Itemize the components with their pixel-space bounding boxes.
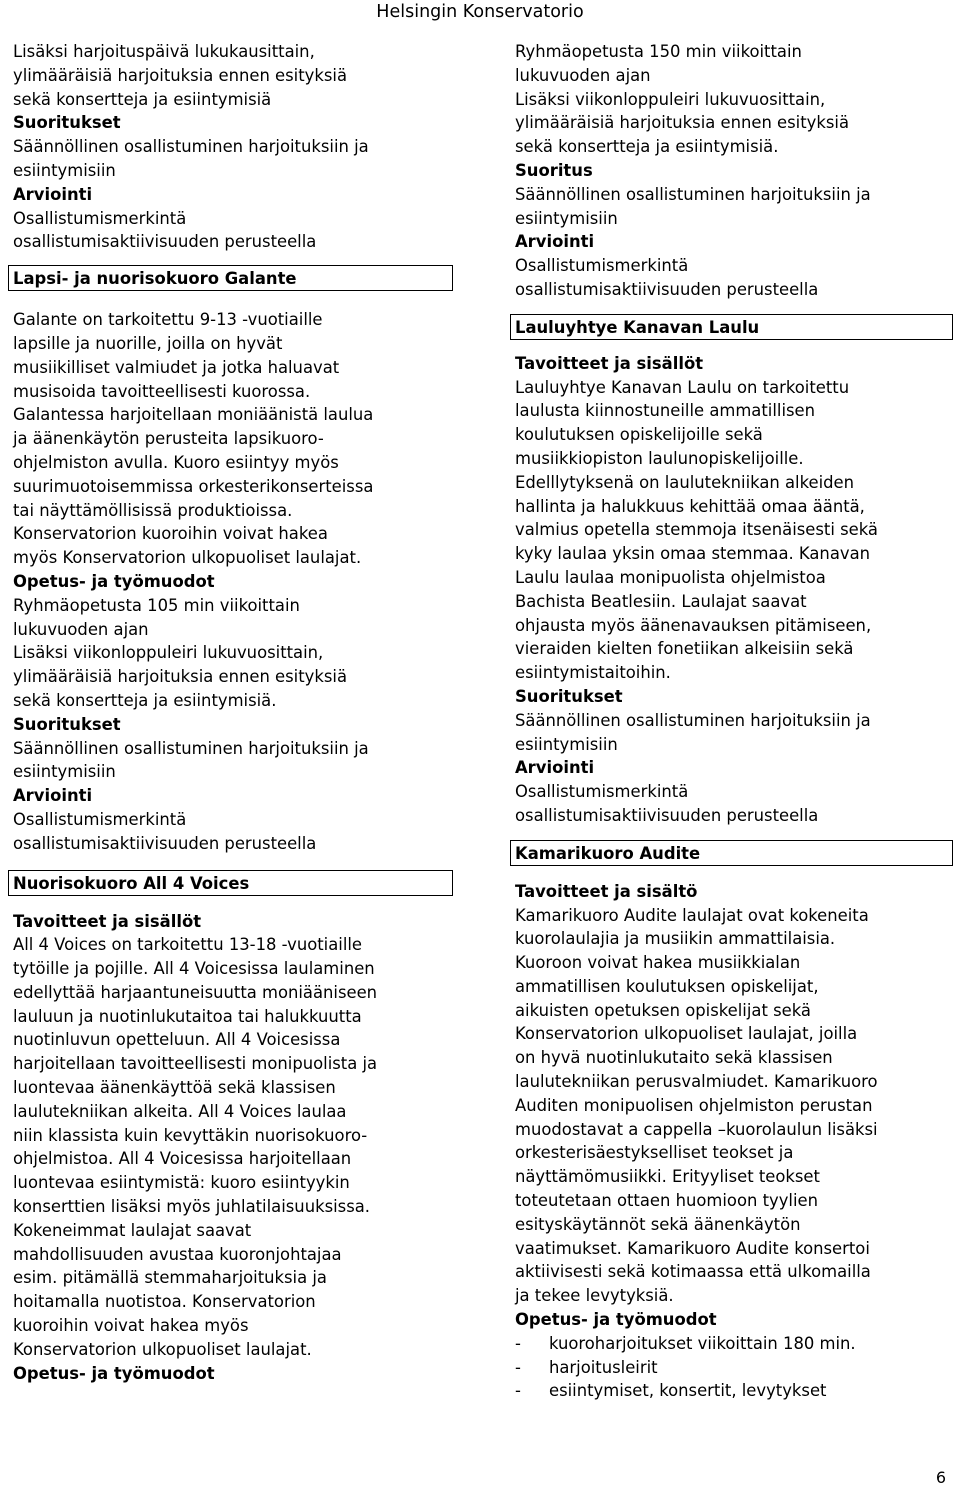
text-line: Kokeneimmat laulajat saavat	[13, 1220, 252, 1240]
text-line: esiintymisiin	[13, 160, 116, 180]
text-line: All 4 Voices on tarkoitettu 13-18 -vuotiaille	[13, 935, 363, 955]
text-line: muodostavat a cappella –kuorolaulun lisäksi	[515, 1119, 878, 1139]
text-line: Galante on tarkoitettu 9-13 -vuotiaille	[13, 310, 323, 330]
kanava-title-box: Lauluyhtye Kanavan Laulu	[510, 314, 953, 340]
audite-title-box: Kamarikuoro Audite	[510, 840, 953, 866]
audite-opetus-list	[515, 1332, 960, 1403]
text-line: Edelllytyksenä on laulutekniikan alkeiden	[515, 472, 855, 492]
text-line: valmius opetella stemmoja itsenäisesti sekä	[515, 520, 878, 540]
text-line: sekä konsertteja ja esiintymisiä	[13, 89, 272, 109]
text-line: vaatimukset. Kamarikuoro Audite konsertoi	[515, 1238, 870, 1258]
text-line: lapsille ja nuorille, joilla on hyvät	[13, 333, 283, 353]
list-marker: -	[515, 1357, 521, 1377]
voices-description	[13, 933, 458, 1361]
text-line: koulutuksen opiskelijoille sekä	[515, 425, 763, 445]
section-heading: Tavoitteet ja sisältö	[515, 881, 698, 901]
text-line: musisoida tavoitteellisesti kuorossa.	[13, 381, 311, 401]
text-line: esiintymisiin	[515, 734, 618, 754]
list-item	[515, 1379, 960, 1403]
text-line: Osallistumismerkintä	[13, 809, 187, 829]
text-line: esiintymisiin	[515, 208, 618, 228]
text-line: Auditen monipuolisen ohjelmiston perustan	[515, 1095, 873, 1115]
text-line: kyky laulaa yksin omaa stemmaa. Kanavan	[515, 544, 870, 564]
text-line: ja tekee levytyksiä.	[515, 1286, 674, 1306]
text-line: toteutetaan ottaen huomioon tyylien	[515, 1191, 818, 1211]
list-marker: -	[515, 1333, 521, 1353]
text-line: musiikilliset valmiudet ja jotka haluavat	[13, 357, 340, 377]
text-line: osallistumisaktiivisuuden perusteella	[515, 805, 819, 825]
text-line: tai näyttämöllisissä produktioissa.	[13, 500, 293, 520]
left-column	[13, 40, 458, 1385]
text-line: luontevaa äänenkäyttöä sekä klassisen	[13, 1078, 336, 1098]
text-line: Kamarikuoro Audite laulajat ovat kokeneita	[515, 905, 869, 925]
text-line: Lisäksi harjoituspäivä lukukausittain,	[13, 42, 315, 61]
galante-description	[13, 308, 458, 570]
text-line: musiikkiopiston laulunopiskelijoille.	[515, 448, 804, 468]
text-line: nuotinluvun opetteluun. All 4 Voicesissa	[13, 1030, 341, 1050]
text-line: Konservatorion kuoroihin voivat hakea	[13, 524, 328, 544]
text-line: mahdollisuuden avustaa kuoronjohtajaa	[13, 1244, 342, 1264]
section-heading: Opetus- ja työmuodot	[13, 571, 215, 591]
text-line: konserttien lisäksi myös juhlatilaisuuksissa.	[13, 1197, 371, 1217]
text-line: Lisäksi viikonloppuleiri lukuvuosittain,	[13, 643, 324, 663]
text-line: laulutekniikan perusvalmiudet. Kamarikuoro	[515, 1072, 878, 1092]
right-column	[515, 40, 960, 1403]
section-heading: Tavoitteet ja sisällöt	[515, 353, 704, 373]
kanava-description	[515, 376, 960, 685]
section-heading: Suoritukset	[13, 714, 121, 734]
text-line: Ryhmäopetusta 150 min viikoittain	[515, 42, 802, 61]
text-line: Lauluyhtye Kanavan Laulu on tarkoitettu	[515, 377, 850, 397]
text-line: harjoitellaan tavoitteellisesti monipuolista ja	[13, 1054, 378, 1074]
text-line: laulutekniikan alkeita. All 4 Voices laulaa	[13, 1101, 347, 1121]
list-marker: -	[515, 1381, 521, 1401]
text-line: lauluun ja nuotinlukutaitoa tai halukkuutta	[13, 1006, 362, 1026]
text-line: Osallistumismerkintä	[515, 782, 689, 802]
text-line: Säännöllinen osallistuminen harjoituksiin ja	[515, 184, 871, 204]
text-line: myös Konservatorion ulkopuoliset laulajat.	[13, 548, 362, 568]
text-line: aikuisten opetuksen opiskelijat sekä	[515, 1000, 811, 1020]
text-line: lukuvuoden ajan	[515, 65, 651, 85]
text-line: hoitamalla nuotistoa. Konservatorion	[13, 1292, 316, 1312]
list-item-text: harjoitusleirit	[549, 1357, 658, 1377]
text-line: ohjausta myös äänenavauksen pitämiseen,	[515, 615, 872, 635]
text-line: ylimääräisiä harjoituksia ennen esityksiä	[13, 65, 347, 85]
text-line: Galantessa harjoitellaan moniäänistä laulua	[13, 405, 374, 425]
text-line: on hyvä nuotinlukutaito sekä klassisen	[515, 1048, 833, 1068]
voices-title-box: Nuorisokuoro All 4 Voices	[8, 870, 453, 896]
section-heading: Arviointi	[515, 758, 595, 778]
galante-title-box: Lapsi- ja nuorisokuoro Galante	[8, 265, 453, 291]
section-heading: Opetus- ja työmuodot	[13, 1363, 215, 1383]
text-line: Konservatorion ulkopuoliset laulajat.	[13, 1339, 312, 1359]
text-line: ylimääräisiä harjoituksia ennen esityksiä	[515, 113, 849, 133]
text-line: ammatillisen koulutuksen opiskelijat,	[515, 976, 819, 996]
text-line: Kuoroon voivat hakea musiikkialan	[515, 953, 801, 973]
text-line: aktiivisesti sekä kotimaassa että ulkomailla	[515, 1262, 871, 1282]
text-line: ohjelmiston avulla. Kuoro esiintyy myös	[13, 452, 339, 472]
text-line: luontevaa esiintymistä: kuoro esiintyykin	[13, 1173, 350, 1193]
page-number: 6	[935, 1468, 946, 1487]
text-line: sekä konsertteja ja esiintymisiä.	[515, 137, 779, 157]
text-line: kuoroihin voivat hakea myös	[13, 1316, 249, 1336]
text-line: osallistumisaktiivisuuden perusteella	[13, 232, 317, 252]
intro-text	[13, 40, 458, 111]
text-line: Osallistumismerkintä	[515, 256, 689, 276]
text-line: sekä konsertteja ja esiintymisiä.	[13, 690, 277, 710]
text-line: Säännöllinen osallistuminen harjoituksiin ja	[13, 738, 369, 758]
text-line: lukuvuoden ajan	[13, 619, 149, 639]
section-heading: Arviointi	[515, 232, 595, 252]
text-line: esim. pitämällä stemmaharjoituksia ja	[13, 1268, 327, 1288]
text-line: esiintymistaitoihin.	[515, 663, 671, 683]
section-heading: Arviointi	[13, 184, 93, 204]
list-item-text: kuoroharjoitukset viikoittain 180 min.	[549, 1333, 856, 1353]
text-line: suurimuotoisemmissa orkesterikonserteissa	[13, 476, 374, 496]
text-line: vieraiden kielten fonetiikan alkeisiin sekä	[515, 639, 854, 659]
text-line: laulusta kiinnostuneille ammatillisen	[515, 401, 816, 421]
text-line: ohjelmistoa. All 4 Voicesissa harjoitellaan	[13, 1149, 352, 1169]
text-line: näyttämömusiikki. Erityyliset teokset	[515, 1167, 820, 1187]
list-item	[515, 1332, 960, 1356]
text-line: kuorolaulajia ja musiikin ammattilaisia.	[515, 929, 836, 949]
section-heading: Suoritus	[515, 160, 593, 180]
text-line: osallistumisaktiivisuuden perusteella	[13, 833, 317, 853]
section-heading: Opetus- ja työmuodot	[515, 1310, 717, 1330]
text-line: Osallistumismerkintä	[13, 208, 187, 228]
text-line: tytöille ja pojille. All 4 Voicesissa laulaminen	[13, 959, 375, 979]
section-heading: Suoritukset	[515, 686, 623, 706]
text-line: esityskäytännöt sekä äänenkäytön	[515, 1214, 801, 1234]
text-line: Ryhmäopetusta 105 min viikoittain	[13, 595, 300, 615]
text-line: Säännöllinen osallistuminen harjoituksiin ja	[13, 137, 369, 157]
audite-description	[515, 904, 960, 1309]
text-line: osallistumisaktiivisuuden perusteella	[515, 279, 819, 299]
text-line: Lisäksi viikonloppuleiri lukuvuosittain,	[515, 89, 826, 109]
text-line: Säännöllinen osallistuminen harjoituksiin ja	[515, 710, 871, 730]
text-line: hallinta ja halukkuus kehittää omaa ääntä,	[515, 496, 865, 516]
text-line: Laulu laulaa monipuolista ohjelmistoa	[515, 567, 826, 587]
page-header: Helsingin Konservatorio	[376, 2, 584, 22]
text-line: niin klassista kuin kevyttäkin nuorisokuoro-	[13, 1125, 368, 1145]
section-heading: Suoritukset	[13, 113, 121, 133]
list-item	[515, 1356, 960, 1380]
section-heading: Arviointi	[13, 786, 93, 806]
list-item-text: esiintymiset, konsertit, levytykset	[549, 1381, 827, 1401]
text-line: esiintymisiin	[13, 762, 116, 782]
text-line: ja äänenkäytön perusteita lapsikuoro-	[13, 429, 324, 449]
text-line: orkesterisäestykselliset teokset ja	[515, 1143, 794, 1163]
text-line: edellyttää harjaantuneisuutta moniääniseen	[13, 982, 378, 1002]
text-line: Bachista Beatlesiin. Laulajat saavat	[515, 591, 807, 611]
text-line: ylimääräisiä harjoituksia ennen esityksiä	[13, 667, 347, 687]
section-heading: Tavoitteet ja sisällöt	[13, 911, 202, 931]
text-line: Konservatorion ulkopuoliset laulajat, joilla	[515, 1024, 858, 1044]
